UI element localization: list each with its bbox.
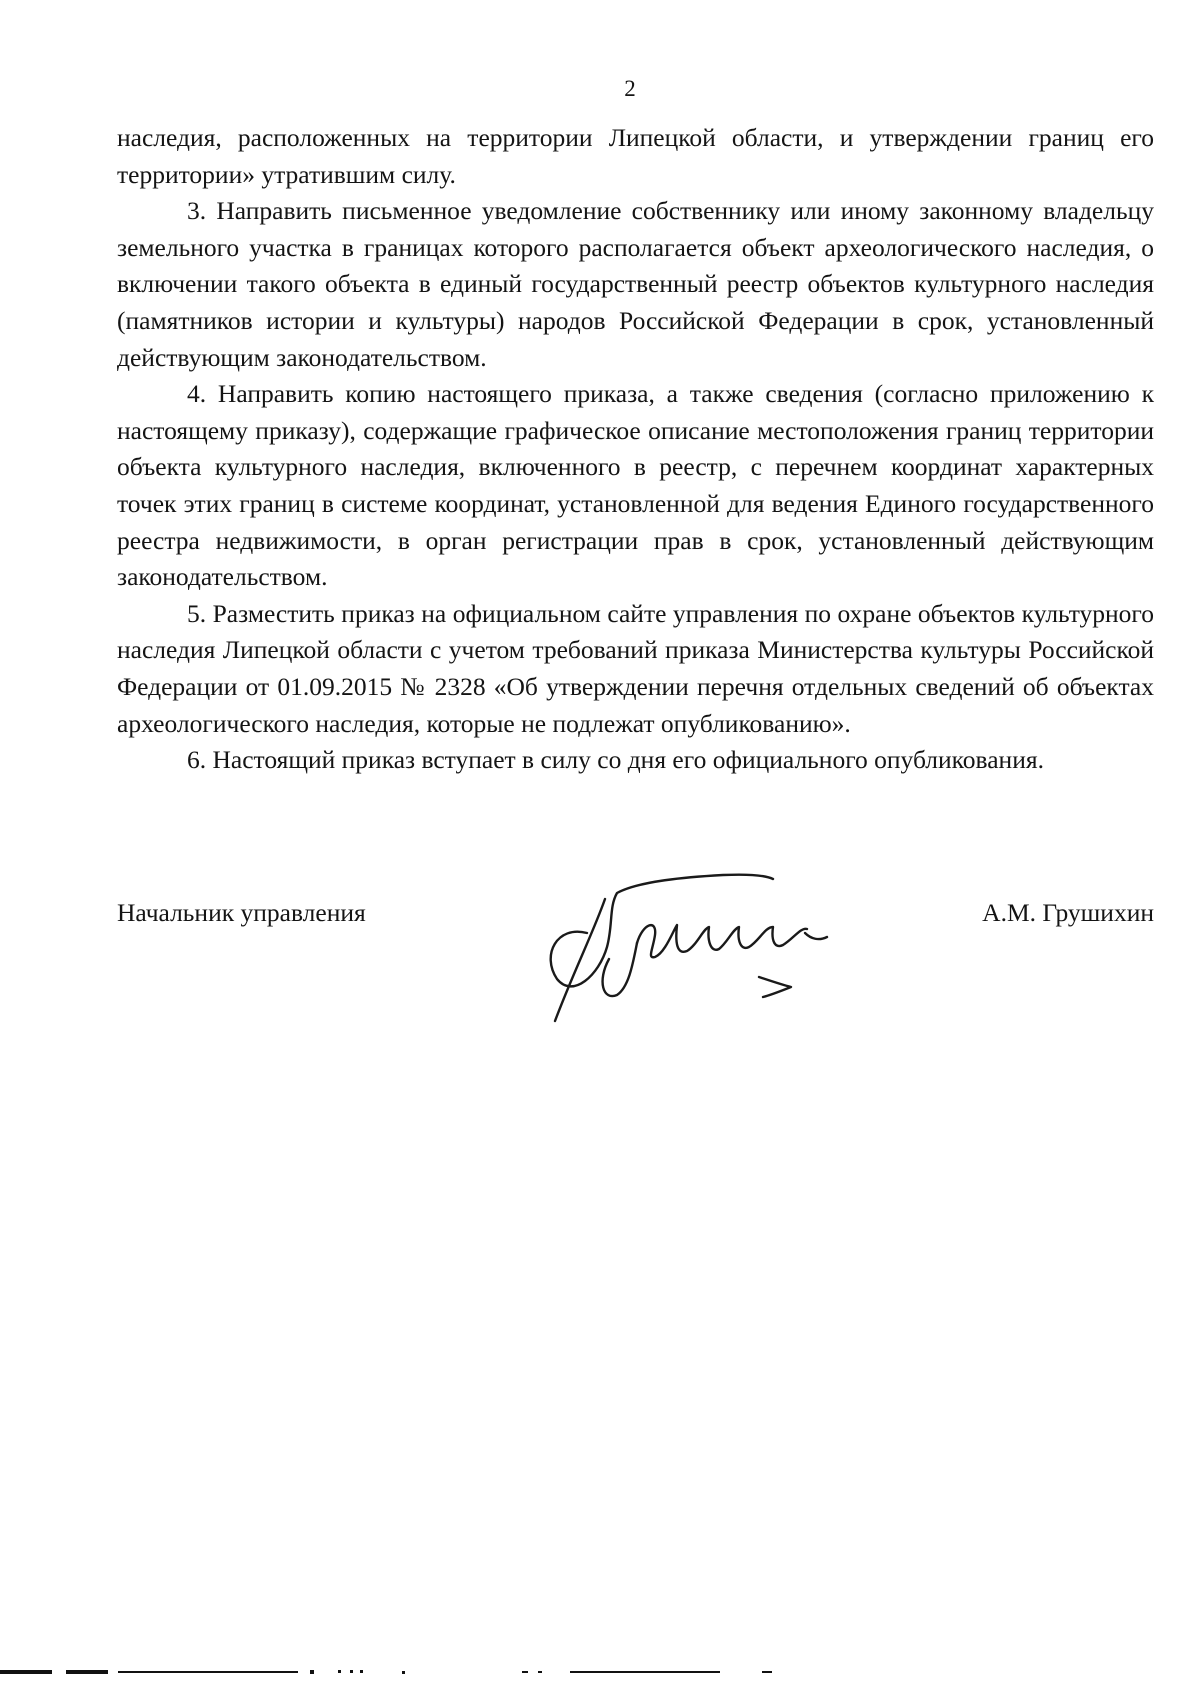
paragraph-continuation: наследия, расположенных на территории Липецкой области, и утверждении границ его территории» утратившим силу. <box>117 123 1154 189</box>
handwritten-signature <box>527 863 867 1033</box>
signatory-name: А.М. Грушихин <box>982 898 1154 927</box>
paragraph-item-3: 3. Направить письменное уведомление собственнику или иному законному владельцу земельного участка в границах которого располагается объект археологического наследия, о включении такого объекта в единый государственный реестр объектов культурного наследия (памятников истории и культуры) народов Российской Федерации в срок, установленный действующим законодательством. <box>117 196 1154 372</box>
paragraph-item-4: 4. Направить копию настоящего приказа, а также сведения (согласно приложению к настоящему приказу), содержащие графическое описание местоположения границ территории объекта культурного наследия, включенного в реестр, с перечнем координат характерных точек этих границ в системе координат, установленной для ведения Единого государственного реестра недвижимости, в орган регистрации прав в срок, установленный действующим законодательством. <box>117 379 1154 592</box>
signature-block <box>117 895 1154 1035</box>
paragraph-item-6: 6. Настоящий приказ вступает в силу со дня его официального опубликования. <box>187 745 1044 775</box>
scan-edge-marks <box>0 1662 1200 1682</box>
signatory-position: Начальник управления <box>117 898 366 927</box>
paragraph-item-5: 5. Разместить приказ на официальном сайте управления по охране объектов культурного наследия Липецкой области с учетом требований приказа Министерства культуры Российской Федерации от 01.09.2015 № 2328 «Об утверждении перечня отдельных сведений об объектах археологического наследия, которые не подлежат опубликованию». <box>117 598 1154 738</box>
body-text <box>117 120 1154 779</box>
page-number: 2 <box>624 76 636 101</box>
